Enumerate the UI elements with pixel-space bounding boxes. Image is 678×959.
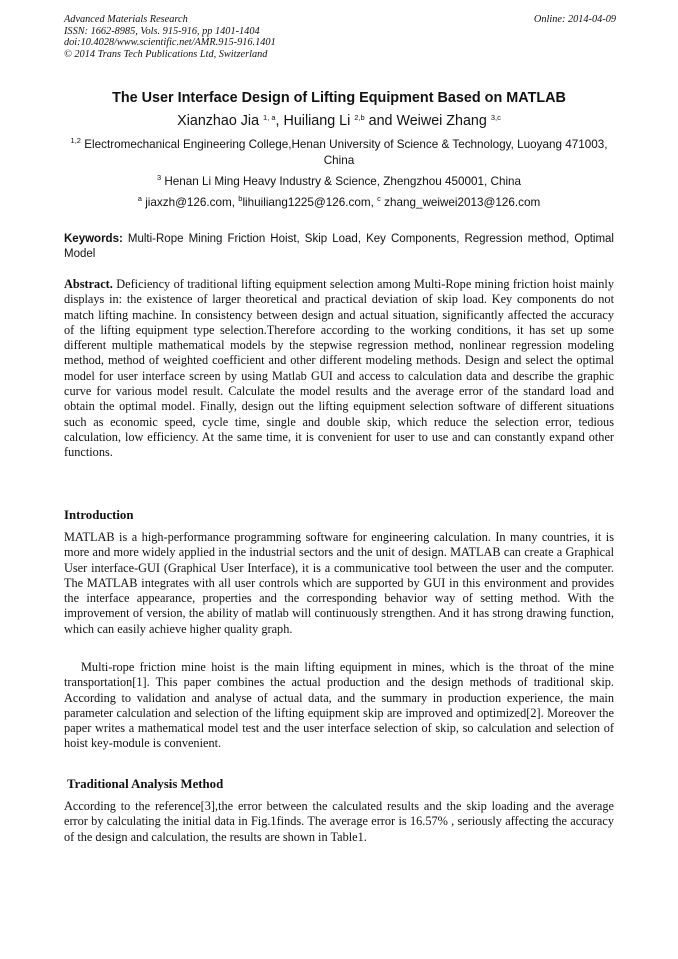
introduction-paragraph-1: MATLAB is a high-performance programming software for engineering calculation. In many countries, it is more and more widely applied in the industrial sectors and the unit of design. MATLAB can create a Graphical User interface-GUI (Graphical User Interface), it is a communicative tool between the user and the computer. The MATLAB integrates with all user controls which are supported by GUI in this environment and provides the interface appearance, properties and the corresponding behavior way of setting method. With the improvement of version, the ability of matlab will continuously strengthen. And it has strong drawing function, which can easily achieve higher quality graph.: [64, 530, 614, 636]
email-marker: a: [137, 194, 142, 203]
email-address: zhang_weiwei2013@126.com: [384, 196, 541, 209]
abstract: [64, 277, 614, 461]
author-affiliation-marker: 1, a: [263, 113, 276, 122]
journal-name: Advanced Materials Research: [64, 14, 188, 25]
affiliation-marker: 1,2: [70, 136, 81, 145]
issn-line: ISSN: 1662-8985, Vols. 915-916, pp 1401-1404: [64, 25, 260, 37]
affiliation-1: [70, 137, 608, 169]
online-date: Online: 2014-04-09: [533, 14, 616, 25]
author-name: Xianzhao Jia: [177, 113, 260, 129]
affiliation-text: Electromechanical Engineering College,Henan University of Science & Technology, Luoyang 471003, China: [84, 138, 608, 167]
traditional-method-paragraph: According to the reference[3],the error between the calculated results and the skip loading and the average error by calculating the initial data in Fig.1finds. The average error is 16.57% , seriously affecting the accuracy of the design and calculation, the results are shown in Table1.: [64, 799, 614, 844]
email-line: [70, 195, 608, 211]
author-list: [40, 112, 638, 130]
keywords-text: Multi-Rope Mining Friction Hoist, Skip Load, Key Components, Regression method, Optimal Model: [64, 233, 614, 260]
author-separator: and: [364, 113, 397, 129]
email-marker: b: [238, 194, 243, 203]
email-marker: c: [377, 194, 381, 203]
affiliation-text: Henan Li Ming Heavy Industry & Science, Zhengzhou 450001, China: [164, 175, 522, 188]
affiliation-marker: 3: [156, 173, 162, 182]
traditional-method-heading: Traditional Analysis Method: [67, 777, 224, 791]
affiliation-2: [70, 174, 608, 190]
paper-title: The User Interface Design of Lifting Equipment Based on MATLAB: [112, 90, 566, 106]
journal-header: [64, 14, 616, 60]
author-name: Weiwei Zhang: [396, 113, 487, 129]
keywords-label: Keywords:: [64, 233, 123, 245]
author-affiliation-marker: 2,b: [354, 113, 365, 122]
author-name: Huiliang Li: [283, 113, 351, 129]
introduction-heading: Introduction: [64, 508, 134, 522]
abstract-text: Deficiency of traditional lifting equipment selection among Multi-Rope mining friction hoist mainly displays in: the existence of larger theoretical and practical deviation of skip load. Key components do not match lifting machine. In consistency between design and actual situation, significantly affected the accuracy of the lifting equipment type selection.Therefore according to the working conditions, it has set up some different multiple mathematical models by the stepwise regression method, nonlinear regression modeling method, method of weighted coefficient and other different modeling methods. Design and select the optimal model for user interface screen by using Matlab GUI and access to calculation data and describe the graphic curve for various model result. Calculate the model results and the average error of the standard load and obtain the optimal model. Finally, design out the lifting equipment selection software of different situations such as economic speed, cycle time, single and double skip, which reduce the selection error, tedious calculation, low efficiency. At the same time, it is convenient for user to use and can constantly expand other functions.: [64, 277, 614, 460]
keywords: [64, 232, 614, 262]
author-separator: ,: [275, 113, 284, 129]
email-address: jiaxzh@126.com,: [145, 196, 239, 209]
copyright-line: © 2014 Trans Tech Publications Ltd, Switzerland: [64, 48, 268, 60]
abstract-label: Abstract.: [64, 277, 113, 291]
email-address: lihuiliang1225@126.com,: [242, 196, 378, 209]
introduction-paragraph-2: Multi-rope friction mine hoist is the main lifting equipment in mines, which is the throat of the mine transportation[1]. This paper combines the actual production and the design methods of traditional skip. According to validation and analyse of actual data, and the summary in production experience, the main parameter calculation and selection of the lifting equipment skip are improved and optimized[2]. Moreover the paper writes a mathematical model test and the user interface selection of skip, so calculation and selection of hoist key-module is convenient.: [64, 660, 614, 751]
author-affiliation-marker: 3,c: [490, 113, 501, 122]
doi-line: doi:10.4028/www.scientific.net/AMR.915-916.1401: [64, 37, 276, 49]
